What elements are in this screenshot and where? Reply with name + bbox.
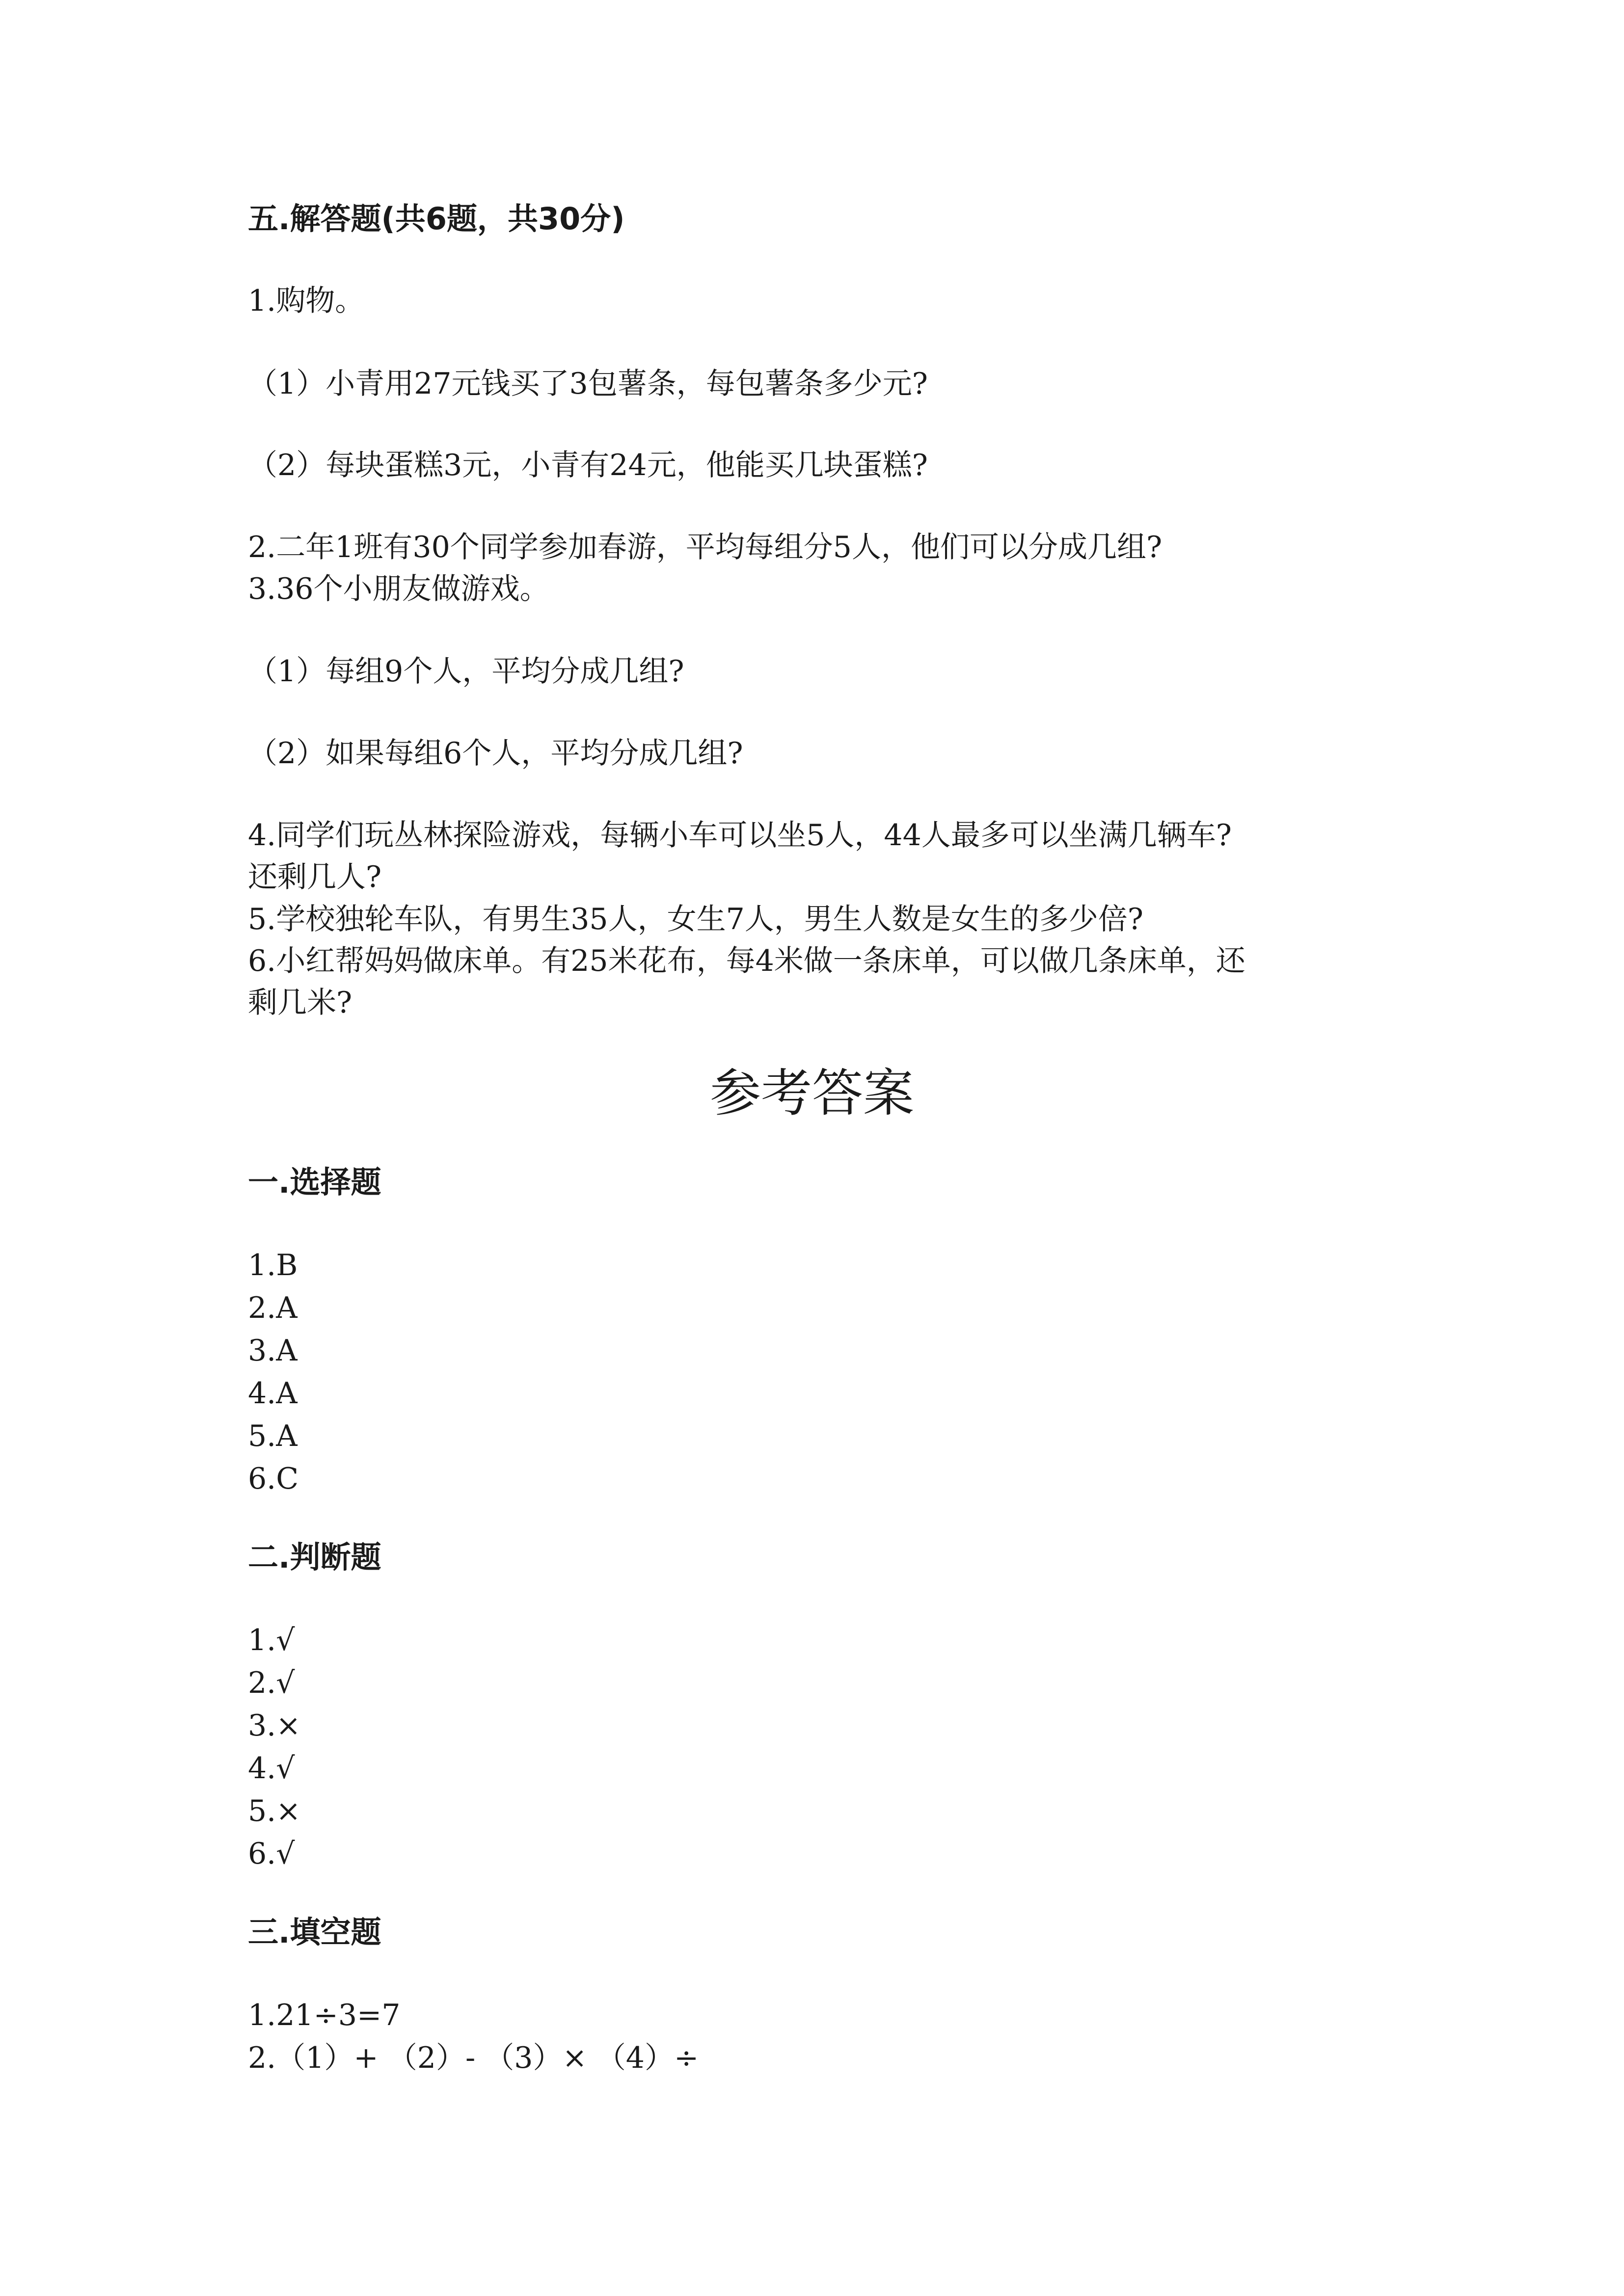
answer-item: 4.√	[248, 1751, 295, 1786]
answer-item: 2.（1）+ （2）- （3）× （4）÷	[248, 2041, 699, 2075]
answer-item: 4.A	[248, 1376, 298, 1411]
question-1-part-1: （1）小青用27元钱买了3包薯条，每包薯条多少元?	[248, 367, 928, 401]
answer-item: 6.C	[248, 1462, 299, 1496]
question-4-line-1: 4.同学们玩丛林探险游戏，每辆小车可以坐5人，44人最多可以坐满几辆车?	[248, 818, 1232, 853]
section-heading: 五.解答题(共6题，共30分)	[248, 201, 625, 237]
question-1-part-2: （2）每块蛋糕3元，小青有24元，他能买几块蛋糕?	[248, 448, 928, 482]
question-6-line-1: 6.小红帮妈妈做床单。有25米花布，每4米做一条床单，可以做几条床单，还	[248, 944, 1245, 978]
answer-item: 3.A	[248, 1334, 298, 1368]
question-5: 5.学校独轮车队，有男生35人，女生7人，男生人数是女生的多少倍?	[248, 902, 1143, 936]
answers-part-2-heading: 二.判断题	[248, 1539, 381, 1575]
answers-title: 参考答案	[709, 1063, 914, 1123]
question-4-line-2: 还剩几人?	[248, 860, 382, 894]
question-3-part-2: （2）如果每组6个人，平均分成几组?	[248, 736, 743, 771]
answers-part-1-heading: 一.选择题	[248, 1164, 381, 1200]
answer-item: 5.×	[248, 1794, 301, 1828]
answer-item: 1.21÷3=7	[248, 1998, 401, 2032]
answer-item: 3.×	[248, 1709, 301, 1743]
answer-item: 5.A	[248, 1419, 298, 1453]
answer-item: 1.B	[248, 1248, 298, 1282]
answers-part-3-heading: 三.填空题	[248, 1914, 381, 1950]
question-3: 3.36个小朋友做游戏。	[248, 572, 549, 606]
question-3-part-1: （1）每组9个人，平均分成几组?	[248, 654, 684, 689]
question-1: 1.购物。	[248, 284, 365, 318]
question-2: 2.二年1班有30个同学参加春游，平均每组分5人，他们可以分成几组?	[248, 530, 1163, 564]
answer-item: 2.√	[248, 1666, 295, 1700]
answer-item: 6.√	[248, 1837, 295, 1871]
answer-item: 1.√	[248, 1623, 295, 1657]
question-6-line-2: 剩几米?	[248, 986, 352, 1020]
answer-item: 2.A	[248, 1291, 298, 1325]
